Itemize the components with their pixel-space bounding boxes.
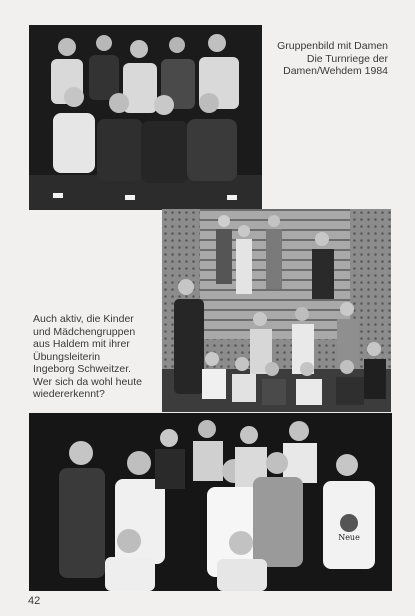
tshirt-text: Neue	[338, 533, 360, 542]
caption-line: aus Haldem mit ihrer	[33, 338, 130, 350]
photo-caption-children	[33, 313, 161, 401]
page-number: 42	[28, 595, 41, 607]
caption-line: Die Turnriege der	[306, 52, 388, 65]
caption-line: Übungsleiterin	[33, 350, 101, 363]
caption-line: wiedererkennt?	[33, 388, 105, 400]
caption-line: Auch aktiv, die Kinder	[33, 313, 134, 325]
women-group-photo	[29, 25, 262, 210]
children-group-photo	[162, 209, 391, 412]
photo-caption-women	[276, 40, 388, 78]
caption-line: Damen/Wehdem 1984	[283, 65, 388, 77]
girls-group-photo	[29, 413, 392, 591]
caption-line: Gruppenbild mit Damen	[277, 40, 388, 52]
caption-line: Ingeborg Schweitzer.	[33, 363, 132, 375]
caption-line: und Mädchengruppen	[33, 325, 136, 338]
caption-line: Wer sich da wohl heute	[33, 375, 142, 388]
